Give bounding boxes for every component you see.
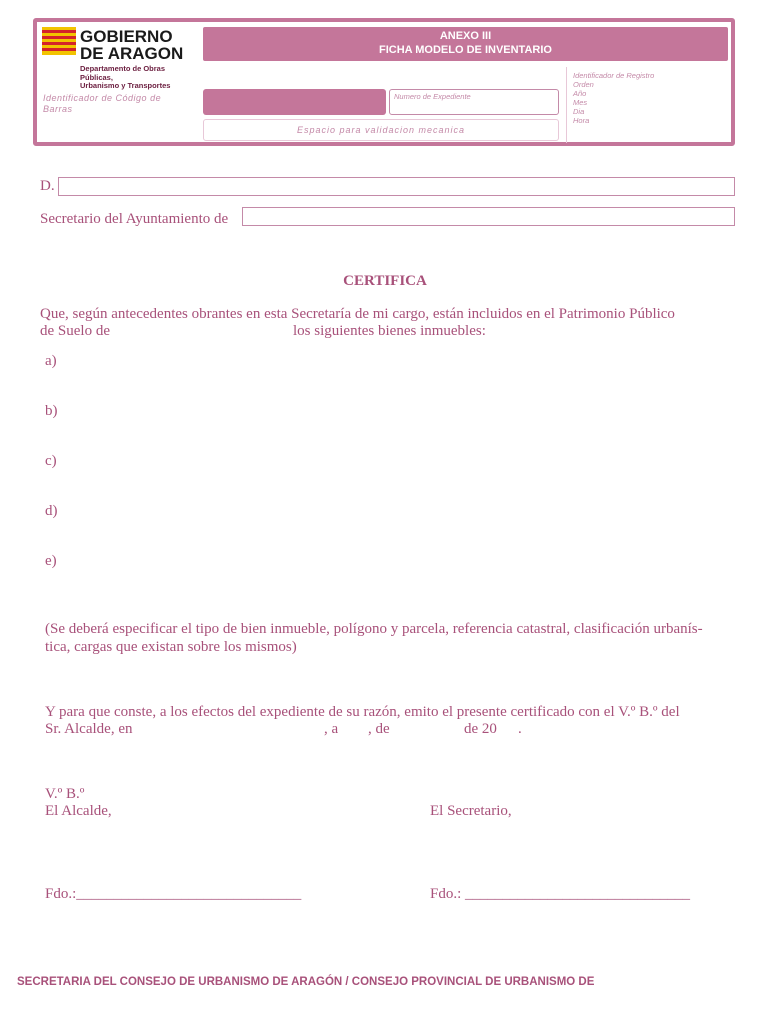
item-b: b) [45, 403, 58, 419]
conste-a: , a [324, 721, 339, 737]
item-e: e) [45, 553, 57, 569]
item-c: c) [45, 453, 57, 469]
certifica-heading: CERTIFICA [343, 273, 427, 289]
expediente-label: Numero de Expediente [394, 92, 471, 101]
paragraph-intro-end: los siguientes bienes inmuebles: [293, 323, 486, 339]
barcode-area [203, 89, 386, 115]
registro-list [573, 71, 654, 125]
d-label: D. [40, 178, 55, 194]
footer-text: SECRETARIA DEL CONSEJO DE URBANISMO DE ARAGÓN / CONSEJO PROVINCIAL DE URBANISMO DE [17, 976, 595, 988]
paragraph-conste: Y para que conste, a los efectos del expediente de su razón, emito el presente certificado con el V.º B.º del [45, 704, 680, 720]
paragraph-intro: Que, según antecedentes obrantes en esta Secretaría de mi cargo, están incluidos en el Patrimonio Público [40, 306, 675, 322]
logo-line2: DE ARAGON [80, 44, 184, 63]
paragraph-intro-start: de Suelo de [40, 323, 110, 339]
registro-item: Identificador de Registro [573, 71, 655, 80]
conste-de: , de [368, 721, 390, 737]
validacion-label: Espacio para validacion mecanica [296, 125, 466, 135]
department-line1: Departamento de Obras Públicas, [80, 64, 166, 82]
secretario-label: Secretario del Ayuntamiento de [40, 211, 229, 227]
registro-item: Dia [573, 107, 585, 116]
conste-en: Sr. Alcalde, en [45, 721, 133, 737]
department-name [80, 65, 200, 91]
item-a: a) [45, 353, 57, 369]
logo-line1: GOBIERNO [80, 27, 173, 46]
fdo-alcalde-line: Fdo.:______________________________ [45, 886, 302, 902]
vobo-label: V.º B.º [45, 786, 85, 802]
item-d: d) [45, 503, 58, 519]
fdo-secretario-line: Fdo.: ______________________________ [430, 886, 691, 902]
aragon-flag-icon [42, 27, 76, 55]
conste-de20: de 20 [464, 721, 497, 737]
department-line2: Urbanismo y Transportes [80, 81, 171, 90]
paragraph-specify-line2: tica, cargas que existan sobre los mismos) [45, 639, 297, 655]
registro-item: Hora [573, 116, 590, 125]
registro-item: Año [573, 89, 587, 98]
registro-item: Mes [573, 98, 588, 107]
paragraph-specify-line1: (Se deberá especificar el tipo de bien inmueble, polígono y parcela, referencia catastral, clasificación urbanís- [45, 621, 703, 637]
paragraph-specify [45, 620, 745, 656]
registro-item: Orden [573, 80, 594, 89]
barcode-label: Identificador de Código de Barras [43, 93, 162, 114]
ayuntamiento-field[interactable] [242, 207, 735, 226]
d-name-field[interactable] [58, 177, 735, 196]
ficha-title: FICHA MODELO DE INVENTARIO [379, 44, 552, 56]
alcalde-label: El Alcalde, [45, 803, 112, 819]
secretario-signature-label: El Secretario, [430, 803, 512, 819]
anexo-title: ANEXO III [439, 30, 492, 42]
conste-end: . [518, 721, 522, 737]
